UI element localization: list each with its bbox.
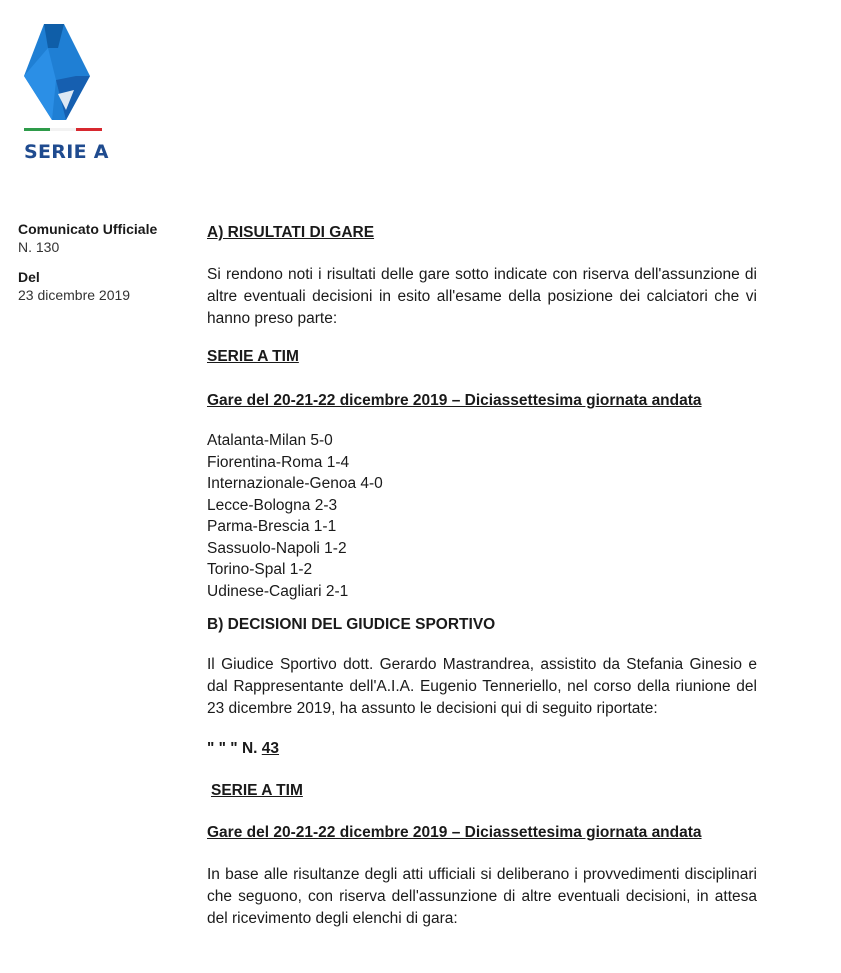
section-b-heading: B) DECISIONI DEL GIUDICE SPORTIVO bbox=[207, 616, 496, 633]
comunicato-number: N. 130 bbox=[18, 239, 60, 255]
section-a-league: SERIE A TIM bbox=[207, 348, 299, 365]
decision-number-prefix: " " " N. bbox=[207, 740, 258, 757]
result-item: Sassuolo-Napoli 1-2 bbox=[207, 539, 347, 557]
section-b-round: Gare del 20-21-22 dicembre 2019 – Diciassettesima giornata andata bbox=[207, 824, 702, 841]
del-date: 23 dicembre 2019 bbox=[18, 287, 131, 303]
section-a-heading: A) RISULTATI DI GARE bbox=[207, 224, 375, 241]
serie-a-emblem-icon bbox=[18, 20, 110, 140]
section-a-round: Gare del 20-21-22 dicembre 2019 – Diciassettesima giornata andata bbox=[207, 392, 702, 409]
del-label: Del bbox=[18, 269, 40, 285]
decision-number-value: 43 bbox=[261, 740, 280, 757]
results-list bbox=[207, 430, 757, 602]
comunicato-label: Comunicato Ufficiale bbox=[18, 221, 158, 237]
section-a-intro: Si rendono noti i risultati delle gare sotto indicate con riserva dell'assunzione di altre eventuali decisioni in esito all'esame della posizione dei calciatori che vi hanno preso parte: bbox=[207, 266, 757, 327]
result-item: Atalanta-Milan 5-0 bbox=[207, 432, 333, 449]
result-item: Fiorentina-Roma 1-4 bbox=[207, 453, 350, 471]
logo-wordmark: SERIE A bbox=[24, 141, 109, 163]
section-b-intro: Il Giudice Sportivo dott. Gerardo Mastrandrea, assistito da Stefania Ginesio e dal Rappresentante dell'A.I.A. Eugenio Tenneriello, nel corso della riunione del 23 dicembre 2019, ha assunto le decisioni qui di seguito riportate: bbox=[207, 656, 757, 717]
document-meta bbox=[18, 220, 178, 304]
document-body bbox=[207, 222, 757, 930]
result-item: Internazionale-Genoa 4-0 bbox=[207, 475, 383, 492]
result-item: Udinese-Cagliari 2-1 bbox=[207, 582, 349, 600]
result-item: Torino-Spal 1-2 bbox=[207, 561, 313, 578]
serie-a-logo bbox=[18, 20, 110, 165]
result-item: Parma-Brescia 1-1 bbox=[207, 518, 337, 535]
section-b-closing: In base alle risultanze degli atti ufficiali si deliberano i provvedimenti disciplinari che seguono, con riserva dell'assunzione di altre eventuali decisioni, in attesa del ricevimento degli elenchi di gara: bbox=[207, 866, 757, 927]
result-item: Lecce-Bologna 2-3 bbox=[207, 496, 338, 514]
section-b-league: SERIE A TIM bbox=[211, 782, 303, 799]
decision-number bbox=[207, 738, 757, 760]
